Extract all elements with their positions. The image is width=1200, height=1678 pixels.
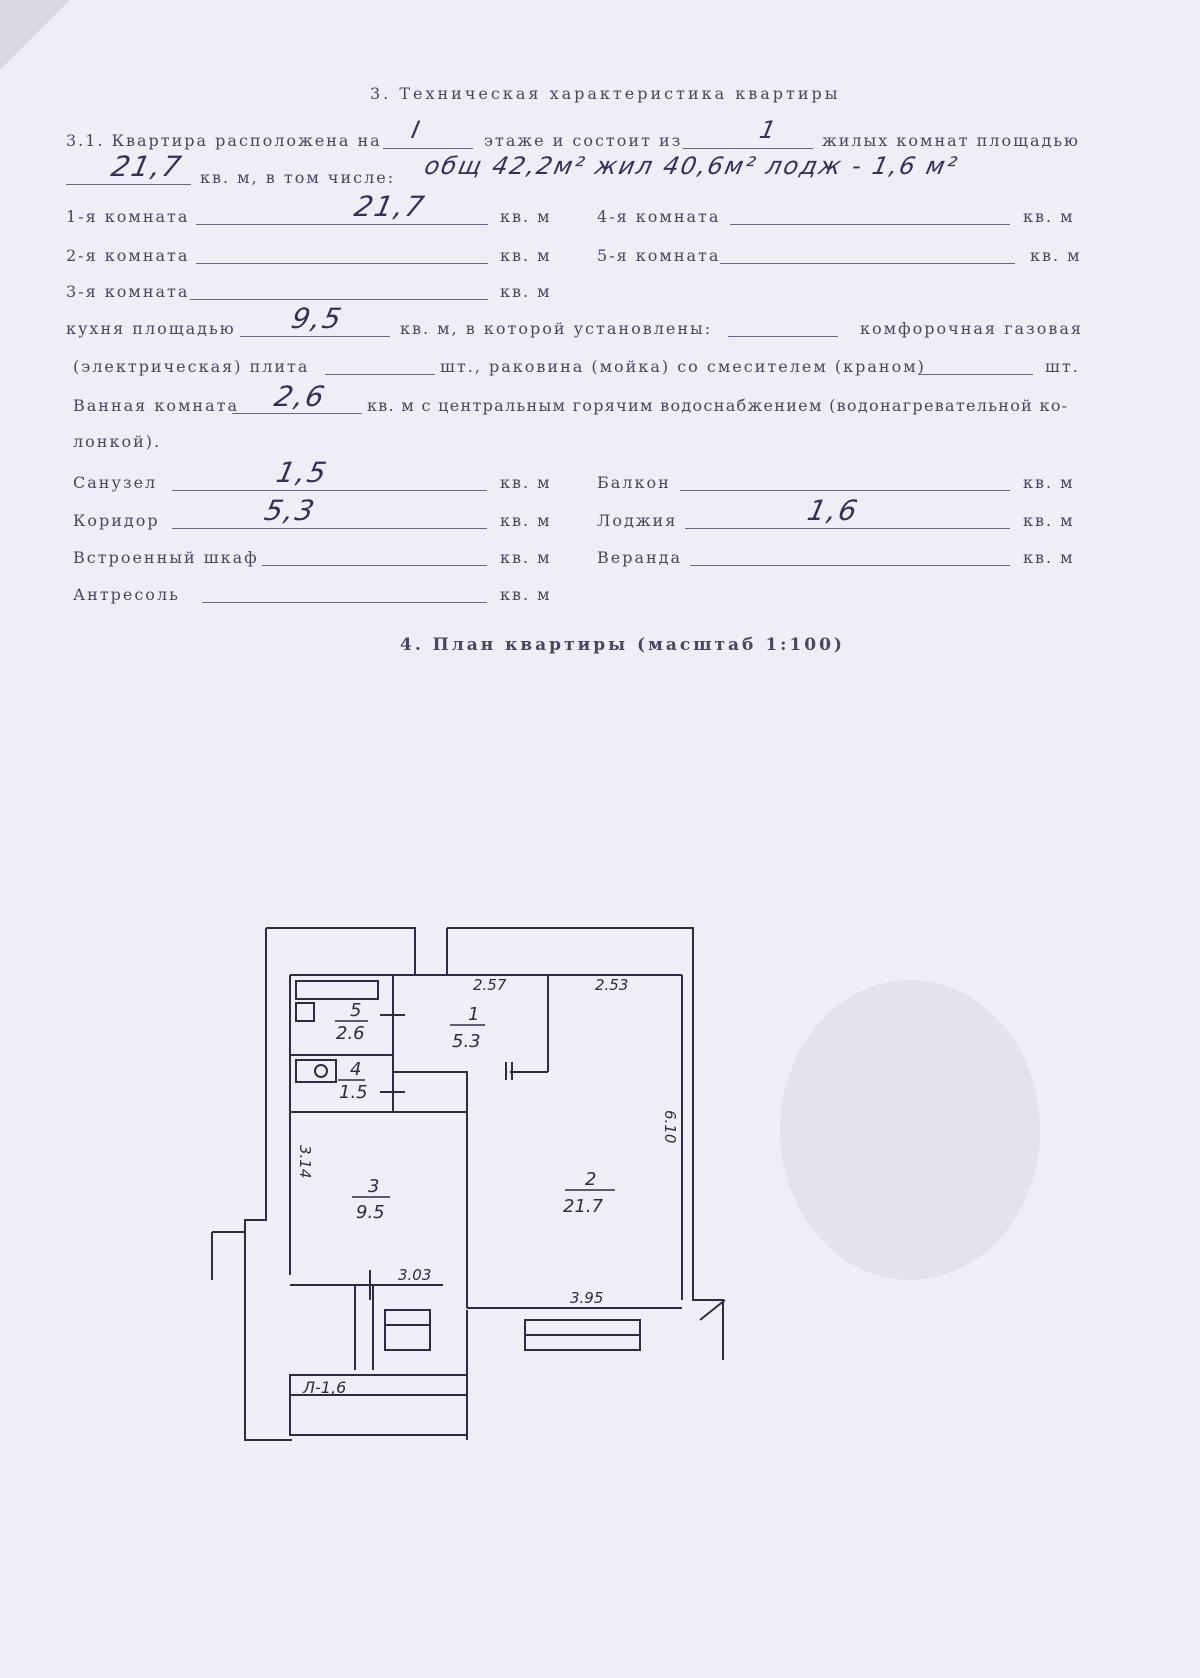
room3-num: 3 (368, 1176, 380, 1197)
closet-blank (262, 565, 487, 566)
outer-wall-left (245, 928, 292, 1440)
corridor-label: Коридор (73, 511, 160, 530)
dim-3-95: 3.95 (570, 1289, 604, 1307)
line2-text: кв. м, в том числе: (200, 168, 396, 187)
wc-value: 1,5 (273, 456, 332, 489)
dim-3-03: 3.03 (398, 1266, 432, 1284)
rooms-value: 1 (757, 116, 781, 144)
dim-2-53: 2.53 (595, 976, 629, 994)
room5-num: 5 (350, 1000, 362, 1021)
sink (296, 1003, 314, 1021)
mezzanine-unit: кв. м (500, 585, 552, 604)
kitchen-mid: кв. м, в которой установлены: (400, 319, 713, 338)
room5-label: 5-я комната (597, 246, 721, 265)
room4-unit: кв. м (1023, 207, 1075, 226)
loggia-value: 1,6 (804, 494, 863, 527)
bath-blank (232, 413, 362, 414)
dim-6-10: 6.10 (661, 1110, 679, 1144)
stove-mid: шт., раковина (мойка) со смесителем (краном) (440, 357, 926, 376)
wc-label: Санузел (73, 473, 158, 492)
balcony-unit: кв. м (1023, 473, 1075, 492)
room1-num: 1 (468, 1004, 480, 1025)
kitchen-prefix: кухня площадью (66, 319, 236, 338)
bath-suffix: кв. м с центральным горячим водоснабжением (водонагревательной ко- (367, 396, 1069, 415)
room3-blank (190, 299, 488, 300)
veranda-unit: кв. м (1023, 548, 1075, 567)
room4-label: 4-я комната (597, 207, 721, 226)
stove-suffix: шт. (1045, 357, 1080, 376)
sink-blank (918, 374, 1033, 375)
room5-blank (720, 263, 1015, 264)
wc-blank (172, 490, 487, 491)
room3-area: 9.5 (356, 1202, 385, 1223)
stove-blank (325, 374, 435, 375)
closet-unit: кв. м (500, 548, 552, 567)
stove-prefix: (электрическая) плита (73, 357, 310, 376)
burners-blank (728, 336, 838, 337)
area-blank (66, 184, 191, 185)
room4-area: 1.5 (339, 1082, 368, 1103)
section4-title: 4. План квартиры (масштаб 1:100) (400, 635, 845, 655)
dim-3-14: 3.14 (296, 1145, 314, 1179)
paper-stain (780, 980, 1040, 1280)
line2-handwriting: общ 42,2м² жил 40,6м² лодж - 1,6 м² (422, 152, 962, 180)
room4-num: 4 (350, 1059, 362, 1080)
veranda-blank (690, 565, 1010, 566)
line1-suffix: жилых комнат площадью (822, 131, 1080, 150)
corridor-value: 5,3 (261, 494, 320, 527)
room5-unit: кв. м (1030, 246, 1082, 265)
loggia-unit: кв. м (1023, 511, 1075, 530)
room1-unit: кв. м (500, 207, 552, 226)
room3-label: 3-я комната (66, 282, 190, 301)
room5-area: 2.6 (336, 1023, 365, 1044)
veranda-label: Веранда (597, 548, 683, 567)
room4-blank (730, 224, 1010, 225)
line1-prefix: 3.1. Квартира расположена на (66, 131, 382, 150)
line1-mid: этаже и состоит из (484, 131, 683, 150)
wc-unit: кв. м (500, 473, 552, 492)
room2-num: 2 (585, 1169, 597, 1190)
corridor-blank (172, 528, 487, 529)
outer-wall-top (266, 928, 415, 975)
dim-2-57: 2.57 (473, 976, 507, 994)
area-value: 21,7 (108, 150, 186, 183)
kitchen-value: 9,5 (288, 302, 347, 335)
kitchen-blank (240, 336, 390, 337)
room2-label: 2-я комната (66, 246, 190, 265)
room2-unit: кв. м (500, 246, 552, 265)
room1-value: 21,7 (351, 190, 429, 223)
loggia-label: Лоджия (597, 511, 678, 530)
mezzanine-blank (202, 602, 487, 603)
floor-blank (383, 148, 473, 149)
room1-label: 1-я комната (66, 207, 190, 226)
bath-prefix: Ванная комната (73, 396, 240, 415)
loggia-blank (685, 528, 1010, 529)
rooms-blank (683, 148, 813, 149)
folded-corner (0, 0, 70, 70)
balcony-blank (680, 490, 1010, 491)
floor-plan (200, 920, 760, 1460)
kitchen-door-frame (385, 1310, 430, 1350)
section3-title: 3. Техническая характеристика квартиры (370, 84, 841, 103)
bath-value: 2,6 (271, 380, 330, 413)
floor-value: I (409, 116, 425, 144)
loggia-label: Л-1,6 (303, 1378, 347, 1397)
corridor-unit: кв. м (500, 511, 552, 530)
balcony-label: Балкон (597, 473, 671, 492)
room3-unit: кв. м (500, 282, 552, 301)
room2-blank (196, 263, 488, 264)
mezzanine-label: Антресоль (73, 585, 180, 604)
kitchen-suffix: комфорочная газовая (860, 319, 1083, 338)
bath-cont: лонкой). (73, 432, 162, 451)
bathtub (296, 981, 378, 999)
closet-label: Встроенный шкаф (73, 548, 259, 567)
room2-area: 21.7 (563, 1196, 604, 1217)
room1-blank (196, 224, 488, 225)
room1-area: 5.3 (452, 1031, 481, 1052)
